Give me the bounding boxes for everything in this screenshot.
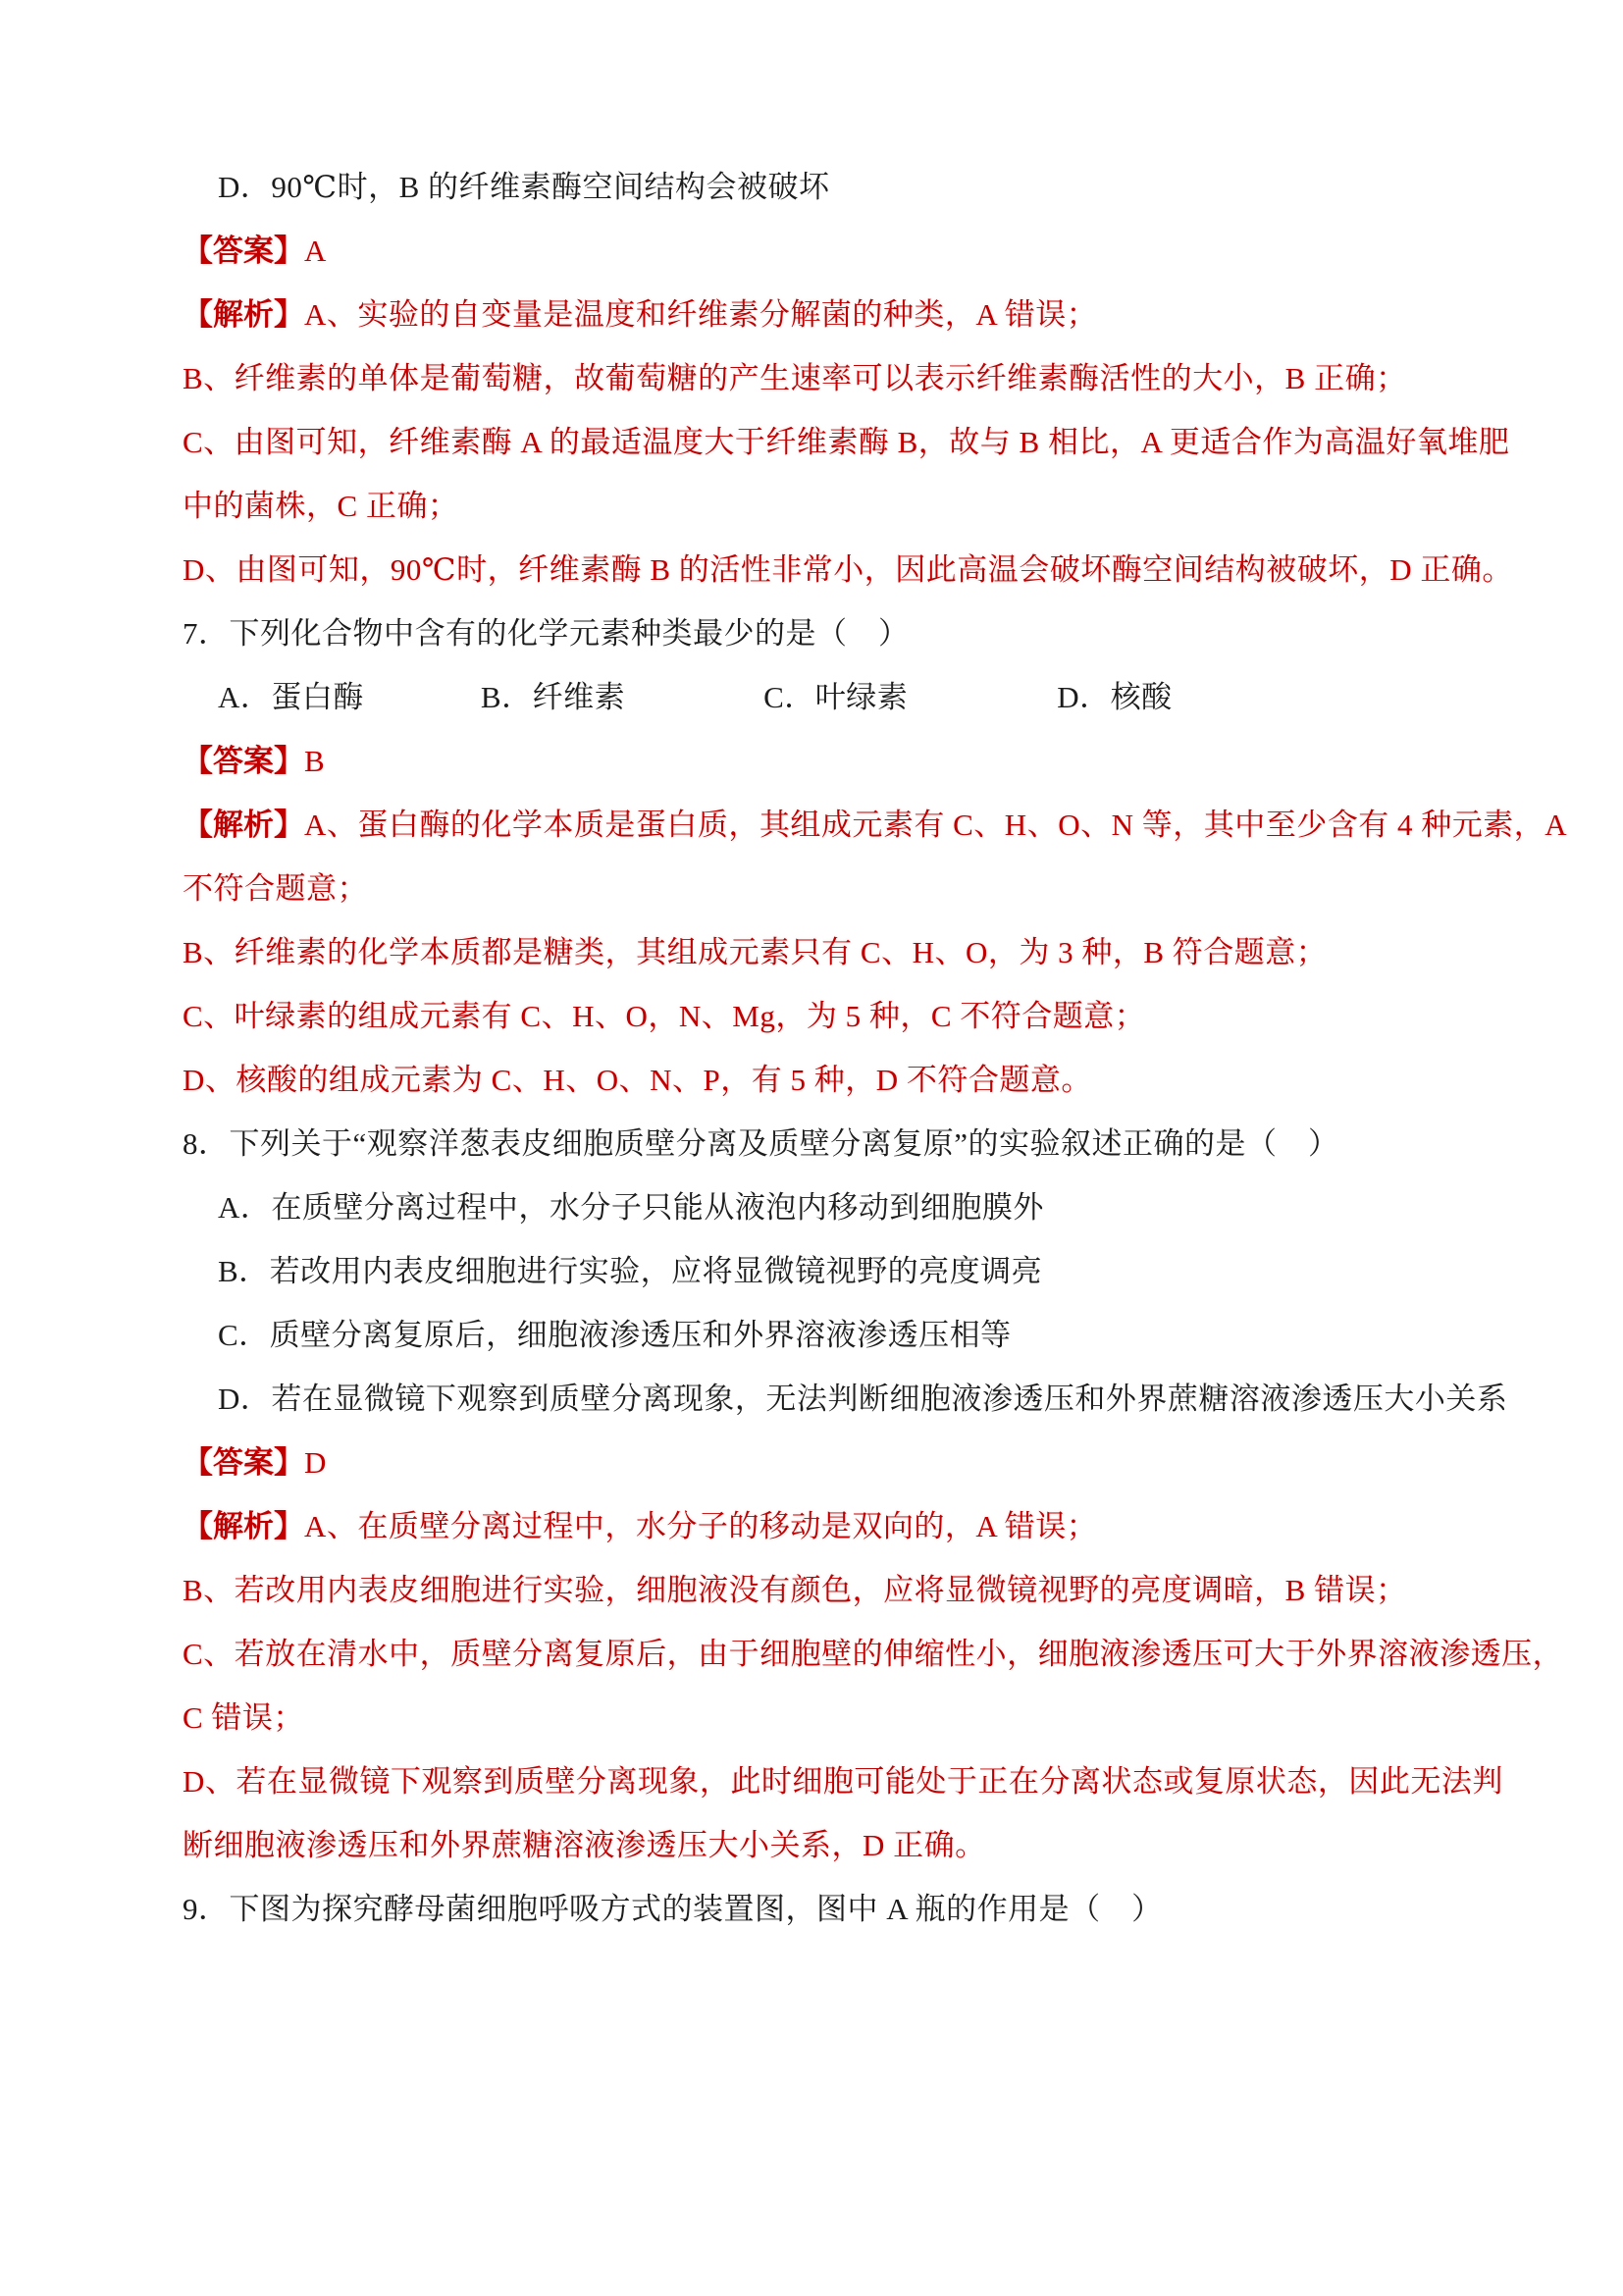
analysis-label: 【解析】 <box>183 808 304 842</box>
analysis-label: 【解析】 <box>183 1509 304 1543</box>
q7-stem: 7．下列化合物中含有的化学元素种类最少的是（ ） <box>183 616 910 651</box>
q7-analysis-line <box>183 793 1568 857</box>
q8-option-a: A．在质壁分离过程中，水分子只能从液泡内移动到细胞膜外 <box>218 1190 1044 1225</box>
q8-analysis-text: A、在质壁分离过程中，水分子的移动是双向的，A 错误； <box>304 1509 1098 1543</box>
q6-analysis-line: D、由图可知，90℃时，纤维素酶 B 的活性非常小，因此高温会破坏酶空间结构被破坏，D 正确。 <box>183 552 1513 587</box>
q9-stem: 9．下图为探究酵母菌细胞呼吸方式的装置图，图中 A 瓶的作用是（ ） <box>183 1892 1163 1926</box>
q6-option-d: D．90℃时，B 的纤维素酶空间结构会被破坏 <box>218 170 830 204</box>
q7-options-row <box>183 665 1556 729</box>
q6-answer-line <box>183 219 1556 283</box>
q8-analysis-line <box>183 1494 1556 1558</box>
q8-answer-value: D <box>304 1445 327 1480</box>
q6-analysis-line <box>183 283 1556 346</box>
q7-answer-value: B <box>304 744 326 778</box>
answer-label: 【答案】 <box>183 234 304 268</box>
answer-label: 【答案】 <box>183 744 304 778</box>
q7-analysis-line: B、纤维素的化学本质都是糖类，其组成元素只有 C、H、O，为 3 种，B 符合题意； <box>183 935 1328 969</box>
q8-analysis-line: 断细胞液渗透压和外界蔗糖溶液渗透压大小关系，D 正确。 <box>183 1828 986 1862</box>
q8-analysis-line: B、若改用内表皮细胞进行实验，细胞液没有颜色，应将显微镜视野的亮度调暗，B 错误； <box>183 1573 1407 1607</box>
answer-label: 【答案】 <box>183 1445 304 1480</box>
q6-analysis-line: C、由图可知，纤维素酶 A 的最适温度大于纤维素酶 B，故与 B 相比，A 更适合作为高温好氧堆肥 <box>183 425 1510 459</box>
q7-answer-line <box>183 729 1556 793</box>
analysis-label: 【解析】 <box>183 297 304 332</box>
q8-analysis-line: C 错误； <box>183 1700 304 1735</box>
q6-analysis-text: A、实验的自变量是温度和纤维素分解菌的种类，A 错误； <box>304 297 1098 332</box>
q7-analysis-line: D、核酸的组成元素为 C、H、O、N、P，有 5 种，D 不符合题意。 <box>183 1063 1092 1097</box>
q8-answer-line <box>183 1431 1556 1494</box>
q8-analysis-line: C、若放在清水中，质壁分离复原后，由于细胞壁的伸缩性小，细胞液渗透压可大于外界溶液渗透压， <box>183 1637 1564 1671</box>
q8-stem: 8．下列关于“观察洋葱表皮细胞质壁分离及质壁分离复原”的实验叙述正确的是（ ） <box>183 1126 1339 1161</box>
q7-option-b: B．纤维素 <box>480 680 626 714</box>
q7-option-c: C．叶绿素 <box>763 680 909 714</box>
q7-analysis-line: C、叶绿素的组成元素有 C、H、O，N、Mg，为 5 种，C 不符合题意； <box>183 999 1146 1033</box>
q6-analysis-line: 中的菌株，C 正确； <box>183 489 459 523</box>
q7-option-d: D．核酸 <box>1057 680 1173 714</box>
q8-option-d: D．若在显微镜下观察到质壁分离现象，无法判断细胞液渗透压和外界蔗糖溶液渗透压大小关系 <box>218 1382 1508 1416</box>
q8-option-c: C．质壁分离复原后，细胞液渗透压和外界溶液渗透压相等 <box>218 1318 1012 1352</box>
q6-analysis-line: B、纤维素的单体是葡萄糖，故葡萄糖的产生速率可以表示纤维素酶活性的大小，B 正确； <box>183 361 1407 395</box>
q7-analysis-text: A、蛋白酶的化学本质是蛋白质，其组成元素有 C、H、O、N 等，其中至少含有 4 种元素，A <box>304 808 1568 842</box>
document-content <box>183 155 1568 1941</box>
q6-answer-value: A <box>304 234 327 268</box>
q8-analysis-line: D、若在显微镜下观察到质壁分离现象，此时细胞可能处于正在分离状态或复原状态，因此无法判 <box>183 1764 1503 1799</box>
q8-option-b: B．若改用内表皮细胞进行实验，应将显微镜视野的亮度调亮 <box>218 1254 1043 1288</box>
q7-option-a: A．蛋白酶 <box>218 680 364 714</box>
q7-analysis-line: 不符合题意； <box>183 871 368 906</box>
